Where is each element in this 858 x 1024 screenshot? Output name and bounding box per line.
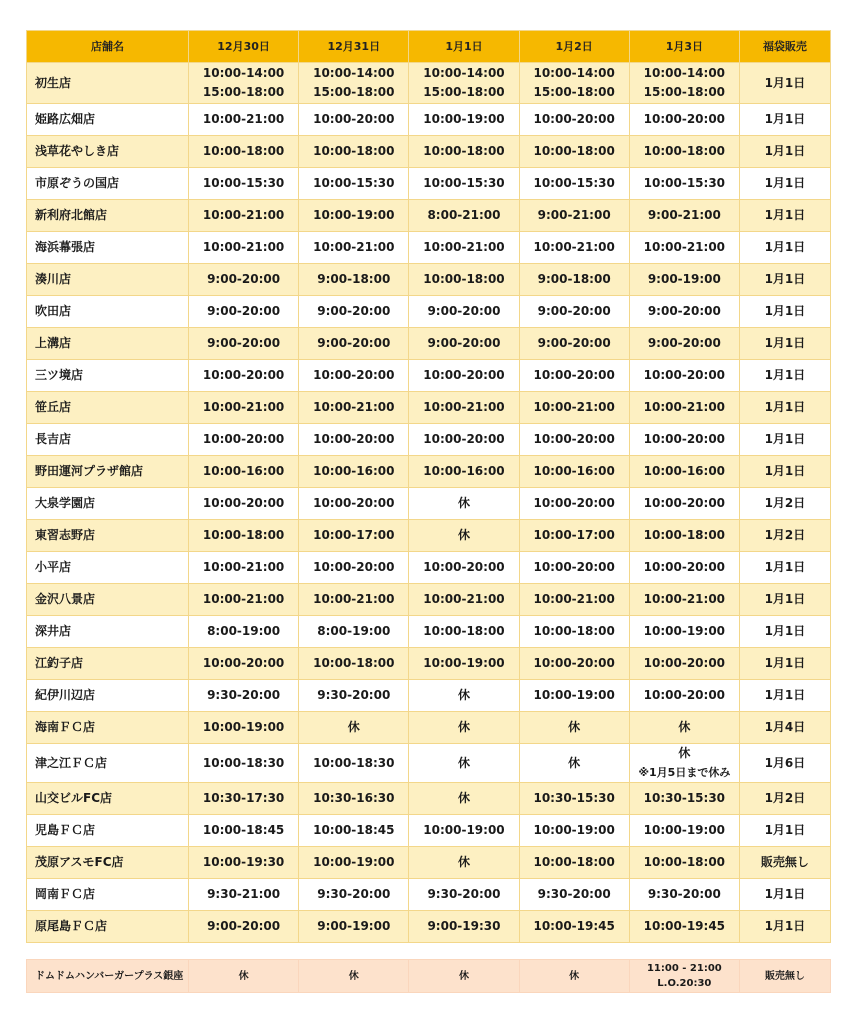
lucky-bag-cell: 1月1日 (739, 424, 830, 456)
hours-cell-jan2: 休 (519, 960, 629, 993)
header-jan3: 1月3日 (629, 31, 739, 63)
hours-cell-jan2: 9:00-21:00 (519, 200, 629, 232)
hours-cell-dec31: 10:00-15:30 (299, 168, 409, 200)
hours-cell-jan3: 10:00-20:00 (629, 424, 739, 456)
cell-line: 15:00-18:00 (313, 85, 395, 99)
lucky-bag-cell: 1月1日 (739, 264, 830, 296)
hours-cell-dec31: 9:00-19:00 (299, 911, 409, 943)
hours-cell-dec31: 9:00-20:00 (299, 328, 409, 360)
hours-cell-dec30: 10:00-18:00 (189, 136, 299, 168)
store-name-cell: 小平店 (27, 552, 189, 584)
hours-cell-jan1: 10:00-21:00 (409, 584, 519, 616)
hours-cell-jan2: 9:00-20:00 (519, 328, 629, 360)
store-name-cell: 長吉店 (27, 424, 189, 456)
table-row (27, 392, 831, 424)
cell-line: 15:00-18:00 (533, 85, 615, 99)
store-name-cell: 上溝店 (27, 328, 189, 360)
table-row (27, 744, 831, 783)
cell-line: 15:00-18:00 (202, 85, 285, 99)
hours-cell-jan3 (629, 960, 739, 993)
hours-cell-jan2: 10:00-15:30 (519, 168, 629, 200)
hours-cell-jan1: 9:00-20:00 (409, 328, 519, 360)
hours-cell-dec30: 10:00-21:00 (189, 200, 299, 232)
lucky-bag-cell: 1月1日 (739, 360, 830, 392)
lucky-bag-cell: 1月4日 (739, 712, 830, 744)
store-name-cell: 海南ＦＣ店 (27, 712, 189, 744)
table-row (27, 296, 831, 328)
store-name-cell: 東習志野店 (27, 520, 189, 552)
hours-cell-dec31: 休 (299, 960, 409, 993)
hours-cell-dec30: 9:00-20:00 (189, 328, 299, 360)
hours-cell-dec30: 10:00-18:00 (189, 520, 299, 552)
hours-cell-jan1: 9:30-20:00 (409, 879, 519, 911)
hours-cell-jan1: 8:00-21:00 (409, 200, 519, 232)
lucky-bag-cell: 1月1日 (739, 911, 830, 943)
hours-cell-jan1: 10:00-21:00 (409, 232, 519, 264)
store-name-cell: 原尾島ＦＣ店 (27, 911, 189, 943)
hours-cell-jan3: 休 (629, 712, 739, 744)
hours-cell-dec31: 10:00-19:00 (299, 847, 409, 879)
hours-cell-jan1: 10:00-20:00 (409, 360, 519, 392)
hours-cell-dec30: 10:00-19:30 (189, 847, 299, 879)
hours-cell-jan1: 休 (409, 680, 519, 712)
lucky-bag-cell: 1月1日 (739, 232, 830, 264)
hours-cell-jan3: 9:00-20:00 (629, 296, 739, 328)
hours-cell-jan3: 10:00-18:00 (629, 136, 739, 168)
hours-cell-jan2: 9:30-20:00 (519, 879, 629, 911)
hours-cell-dec30: 10:00-20:00 (189, 360, 299, 392)
hours-cell-jan2: 10:00-20:00 (519, 488, 629, 520)
table-row (27, 712, 831, 744)
hours-cell-jan2: 10:00-16:00 (519, 456, 629, 488)
store-name-cell: 大泉学園店 (27, 488, 189, 520)
header-jan2: 1月2日 (519, 31, 629, 63)
store-name-cell: 吹田店 (27, 296, 189, 328)
cell-line: L.O.20:30 (657, 978, 712, 989)
lucky-bag-cell: 1月1日 (739, 136, 830, 168)
hours-cell-jan2: 休 (519, 712, 629, 744)
hours-cell-jan2: 10:00-20:00 (519, 552, 629, 584)
hours-cell-jan1: 10:00-18:00 (409, 136, 519, 168)
hours-cell-jan3: 10:00-20:00 (629, 360, 739, 392)
cell-line: 15:00-18:00 (643, 85, 726, 99)
table-row (27, 520, 831, 552)
hours-cell-jan3: 10:00-20:00 (629, 104, 739, 136)
hours-cell-jan2: 休 (519, 744, 629, 783)
hours-cell-dec31: 10:00-20:00 (299, 424, 409, 456)
hours-cell-jan3: 10:00-21:00 (629, 392, 739, 424)
hours-cell-jan1: 休 (409, 783, 519, 815)
hours-cell-dec31: 10:00-21:00 (299, 232, 409, 264)
hours-cell-jan2: 10:00-20:00 (519, 104, 629, 136)
hours-cell-dec30: 休 (189, 960, 299, 993)
hours-cell-jan3: 10:00-21:00 (629, 584, 739, 616)
store-name-cell: 姫路広畑店 (27, 104, 189, 136)
cell-line: 10:00-14:00 (313, 66, 395, 80)
hours-cell-dec31: 9:00-18:00 (299, 264, 409, 296)
hours-cell-jan3: 9:00-21:00 (629, 200, 739, 232)
lucky-bag-cell: 販売無し (739, 960, 830, 993)
hours-cell-jan2: 10:00-18:00 (519, 136, 629, 168)
lucky-bag-cell: 1月2日 (739, 520, 830, 552)
lucky-bag-cell: 1月2日 (739, 783, 830, 815)
store-name-cell: 深井店 (27, 616, 189, 648)
lucky-bag-cell: 1月1日 (739, 648, 830, 680)
cell-line: ※1月5日まで休み (638, 766, 731, 779)
hours-cell-jan3: 10:30-15:30 (629, 783, 739, 815)
cell-line: 10:00-14:00 (643, 66, 726, 80)
hours-cell-jan1: 10:00-20:00 (409, 424, 519, 456)
hours-cell-jan2: 10:00-21:00 (519, 392, 629, 424)
hours-cell-jan1: 9:00-20:00 (409, 296, 519, 328)
lucky-bag-cell: 1月1日 (739, 584, 830, 616)
hours-cell-dec31: 10:00-20:00 (299, 552, 409, 584)
table-row (27, 488, 831, 520)
hours-cell-dec30: 10:00-20:00 (189, 488, 299, 520)
header-jan1: 1月1日 (409, 31, 519, 63)
table-row (27, 648, 831, 680)
cell-line: 10:00-14:00 (533, 66, 615, 80)
hours-cell-jan3: 10:00-18:00 (629, 847, 739, 879)
hours-cell-jan2: 10:00-21:00 (519, 232, 629, 264)
store-name-cell: 茂原アスモFC店 (27, 847, 189, 879)
hours-cell-dec31: 10:00-21:00 (299, 392, 409, 424)
hours-cell-jan3 (629, 63, 739, 104)
hours-cell-dec30: 9:00-20:00 (189, 911, 299, 943)
table-row (27, 136, 831, 168)
table-row (27, 328, 831, 360)
store-name-cell: 浅草花やしき店 (27, 136, 189, 168)
store-name-cell: 海浜幕張店 (27, 232, 189, 264)
hours-cell-jan1: 10:00-18:00 (409, 616, 519, 648)
hours-cell-jan1: 休 (409, 488, 519, 520)
cell-line: 10:00-14:00 (202, 66, 285, 80)
lucky-bag-cell: 1月1日 (739, 879, 830, 911)
hours-cell-jan2: 10:00-20:00 (519, 360, 629, 392)
hours-cell-jan2: 9:00-20:00 (519, 296, 629, 328)
hours-cell-dec30: 10:00-20:00 (189, 648, 299, 680)
lucky-bag-cell: 1月1日 (739, 815, 830, 847)
lucky-bag-cell: 1月1日 (739, 296, 830, 328)
hours-cell-jan2: 10:00-20:00 (519, 424, 629, 456)
hours-cell-dec30: 10:00-21:00 (189, 584, 299, 616)
hours-cell-dec30: 10:00-20:00 (189, 424, 299, 456)
hours-cell-dec30: 8:00-19:00 (189, 616, 299, 648)
table-row (27, 200, 831, 232)
store-name-cell: 三ツ境店 (27, 360, 189, 392)
hours-cell-jan1: 休 (409, 520, 519, 552)
hours-cell-jan1: 10:00-21:00 (409, 392, 519, 424)
hours-cell-jan3: 10:00-16:00 (629, 456, 739, 488)
spacer-cell (27, 943, 831, 960)
table-row (27, 360, 831, 392)
hours-cell-jan3 (629, 744, 739, 783)
hours-cell-jan2: 10:00-21:00 (519, 584, 629, 616)
lucky-bag-cell: 1月6日 (739, 744, 830, 783)
table-row (27, 552, 831, 584)
schedule-table-wrapper (26, 30, 830, 993)
hours-cell-dec30: 9:30-20:00 (189, 680, 299, 712)
store-name-cell: 笹丘店 (27, 392, 189, 424)
hours-cell-jan3: 10:00-20:00 (629, 488, 739, 520)
hours-cell-dec31: 10:00-18:00 (299, 648, 409, 680)
hours-cell-dec30: 10:00-21:00 (189, 392, 299, 424)
table-row (27, 783, 831, 815)
hours-cell-jan3: 10:00-18:00 (629, 520, 739, 552)
store-name-cell: 湊川店 (27, 264, 189, 296)
table-row (27, 616, 831, 648)
hours-cell-jan1: 休 (409, 744, 519, 783)
store-name-cell: 津之江ＦＣ店 (27, 744, 189, 783)
hours-cell-dec31: 10:00-19:00 (299, 200, 409, 232)
table-row (27, 424, 831, 456)
hours-cell-jan3: 10:00-19:45 (629, 911, 739, 943)
hours-cell-dec30: 10:00-15:30 (189, 168, 299, 200)
hours-cell-dec31: 9:30-20:00 (299, 879, 409, 911)
lucky-bag-cell: 1月1日 (739, 616, 830, 648)
store-name-cell: 岡南ＦＣ店 (27, 879, 189, 911)
hours-cell-dec31: 10:00-21:00 (299, 584, 409, 616)
hours-cell-dec31: 10:00-16:00 (299, 456, 409, 488)
table-row (27, 63, 831, 104)
hours-cell-jan3: 10:00-20:00 (629, 680, 739, 712)
hours-cell-dec31: 10:00-18:30 (299, 744, 409, 783)
header-dec31: 12月31日 (299, 31, 409, 63)
hours-cell-dec30: 10:00-16:00 (189, 456, 299, 488)
hours-cell-dec30: 10:00-21:00 (189, 232, 299, 264)
store-name-cell: 市原ぞうの国店 (27, 168, 189, 200)
hours-cell-jan1 (409, 63, 519, 104)
hours-cell-dec31: 休 (299, 712, 409, 744)
hours-cell-dec31: 10:00-17:00 (299, 520, 409, 552)
hours-cell-dec30: 9:00-20:00 (189, 296, 299, 328)
hours-cell-jan2: 10:00-18:00 (519, 847, 629, 879)
lucky-bag-cell: 1月1日 (739, 680, 830, 712)
schedule-table (26, 30, 831, 993)
hours-cell-jan2: 10:00-18:00 (519, 616, 629, 648)
hours-cell-dec31: 10:00-18:00 (299, 136, 409, 168)
header-dec30: 12月30日 (189, 31, 299, 63)
hours-cell-jan3: 10:00-20:00 (629, 552, 739, 584)
hours-cell-dec30: 10:00-18:30 (189, 744, 299, 783)
hours-cell-jan1: 10:00-15:30 (409, 168, 519, 200)
hours-cell-jan1: 9:00-19:30 (409, 911, 519, 943)
hours-cell-dec30: 9:00-20:00 (189, 264, 299, 296)
table-spacer (27, 943, 831, 960)
table-row (27, 584, 831, 616)
table-row (27, 456, 831, 488)
lucky-bag-cell: 1月1日 (739, 552, 830, 584)
table-body (27, 63, 831, 993)
hours-cell-dec30: 9:30-21:00 (189, 879, 299, 911)
store-name-cell: ドムドムハンバーガープラス銀座 (27, 960, 189, 993)
store-name-cell: 江釣子店 (27, 648, 189, 680)
lucky-bag-cell: 1月2日 (739, 488, 830, 520)
hours-cell-dec31: 10:00-20:00 (299, 360, 409, 392)
hours-cell-dec30: 10:30-17:30 (189, 783, 299, 815)
cell-line: 15:00-18:00 (423, 85, 505, 99)
hours-cell-dec30: 10:00-19:00 (189, 712, 299, 744)
lucky-bag-cell: 1月1日 (739, 63, 830, 104)
lucky-bag-cell: 1月1日 (739, 200, 830, 232)
hours-cell-dec30: 10:00-18:45 (189, 815, 299, 847)
cell-line: 11:00 - 21:00 (646, 963, 722, 974)
hours-cell-dec31: 9:30-20:00 (299, 680, 409, 712)
hours-cell-jan1: 休 (409, 847, 519, 879)
hours-cell-jan2: 9:00-18:00 (519, 264, 629, 296)
hours-cell-jan2: 10:00-19:00 (519, 680, 629, 712)
hours-cell-jan2 (519, 63, 629, 104)
hours-cell-dec31: 10:30-16:30 (299, 783, 409, 815)
cell-line: 休 (678, 746, 691, 760)
hours-cell-jan1: 休 (409, 712, 519, 744)
table-row (27, 911, 831, 943)
hours-cell-dec30: 10:00-21:00 (189, 104, 299, 136)
hours-cell-dec31: 10:00-20:00 (299, 488, 409, 520)
hours-cell-jan1: 10:00-19:00 (409, 815, 519, 847)
hours-cell-jan3: 9:00-20:00 (629, 328, 739, 360)
hours-cell-dec31: 8:00-19:00 (299, 616, 409, 648)
header-lucky-bag: 福袋販売 (739, 31, 830, 63)
table-row (27, 960, 831, 993)
table-row (27, 879, 831, 911)
store-name-cell: 初生店 (27, 63, 189, 104)
hours-cell-jan1: 10:00-19:00 (409, 104, 519, 136)
table-row (27, 232, 831, 264)
cell-line: 10:00-14:00 (423, 66, 505, 80)
hours-cell-jan3: 10:00-19:00 (629, 616, 739, 648)
store-name-cell: 山交ビルFC店 (27, 783, 189, 815)
hours-cell-jan2: 10:00-19:00 (519, 815, 629, 847)
store-name-cell: 紀伊川辺店 (27, 680, 189, 712)
table-row (27, 264, 831, 296)
table-row (27, 847, 831, 879)
hours-cell-jan1: 10:00-16:00 (409, 456, 519, 488)
hours-cell-jan3: 10:00-15:30 (629, 168, 739, 200)
header-row (27, 31, 831, 63)
hours-cell-dec30 (189, 63, 299, 104)
lucky-bag-cell: 1月1日 (739, 104, 830, 136)
hours-cell-jan1: 10:00-18:00 (409, 264, 519, 296)
store-name-cell: 新利府北館店 (27, 200, 189, 232)
hours-cell-jan2: 10:30-15:30 (519, 783, 629, 815)
hours-cell-jan3: 10:00-21:00 (629, 232, 739, 264)
hours-cell-dec31: 10:00-18:45 (299, 815, 409, 847)
hours-cell-jan3: 10:00-20:00 (629, 648, 739, 680)
table-row (27, 168, 831, 200)
hours-cell-jan1: 10:00-19:00 (409, 648, 519, 680)
lucky-bag-cell: 販売無し (739, 847, 830, 879)
hours-cell-dec31: 10:00-20:00 (299, 104, 409, 136)
store-name-cell: 野田運河プラザ館店 (27, 456, 189, 488)
table-row (27, 815, 831, 847)
lucky-bag-cell: 1月1日 (739, 392, 830, 424)
store-name-cell: 金沢八景店 (27, 584, 189, 616)
lucky-bag-cell: 1月1日 (739, 168, 830, 200)
hours-cell-jan3: 10:00-19:00 (629, 815, 739, 847)
table-row (27, 104, 831, 136)
hours-cell-jan3: 9:00-19:00 (629, 264, 739, 296)
table-row (27, 680, 831, 712)
hours-cell-jan2: 10:00-19:45 (519, 911, 629, 943)
hours-cell-jan2: 10:00-17:00 (519, 520, 629, 552)
hours-cell-dec31: 9:00-20:00 (299, 296, 409, 328)
hours-cell-dec31 (299, 63, 409, 104)
lucky-bag-cell: 1月1日 (739, 328, 830, 360)
hours-cell-dec30: 10:00-21:00 (189, 552, 299, 584)
hours-cell-jan1: 10:00-20:00 (409, 552, 519, 584)
store-name-cell: 児島ＦＣ店 (27, 815, 189, 847)
header-store: 店舗名 (27, 31, 189, 63)
lucky-bag-cell: 1月1日 (739, 456, 830, 488)
hours-cell-jan1: 休 (409, 960, 519, 993)
hours-cell-jan3: 9:30-20:00 (629, 879, 739, 911)
hours-cell-jan2: 10:00-20:00 (519, 648, 629, 680)
